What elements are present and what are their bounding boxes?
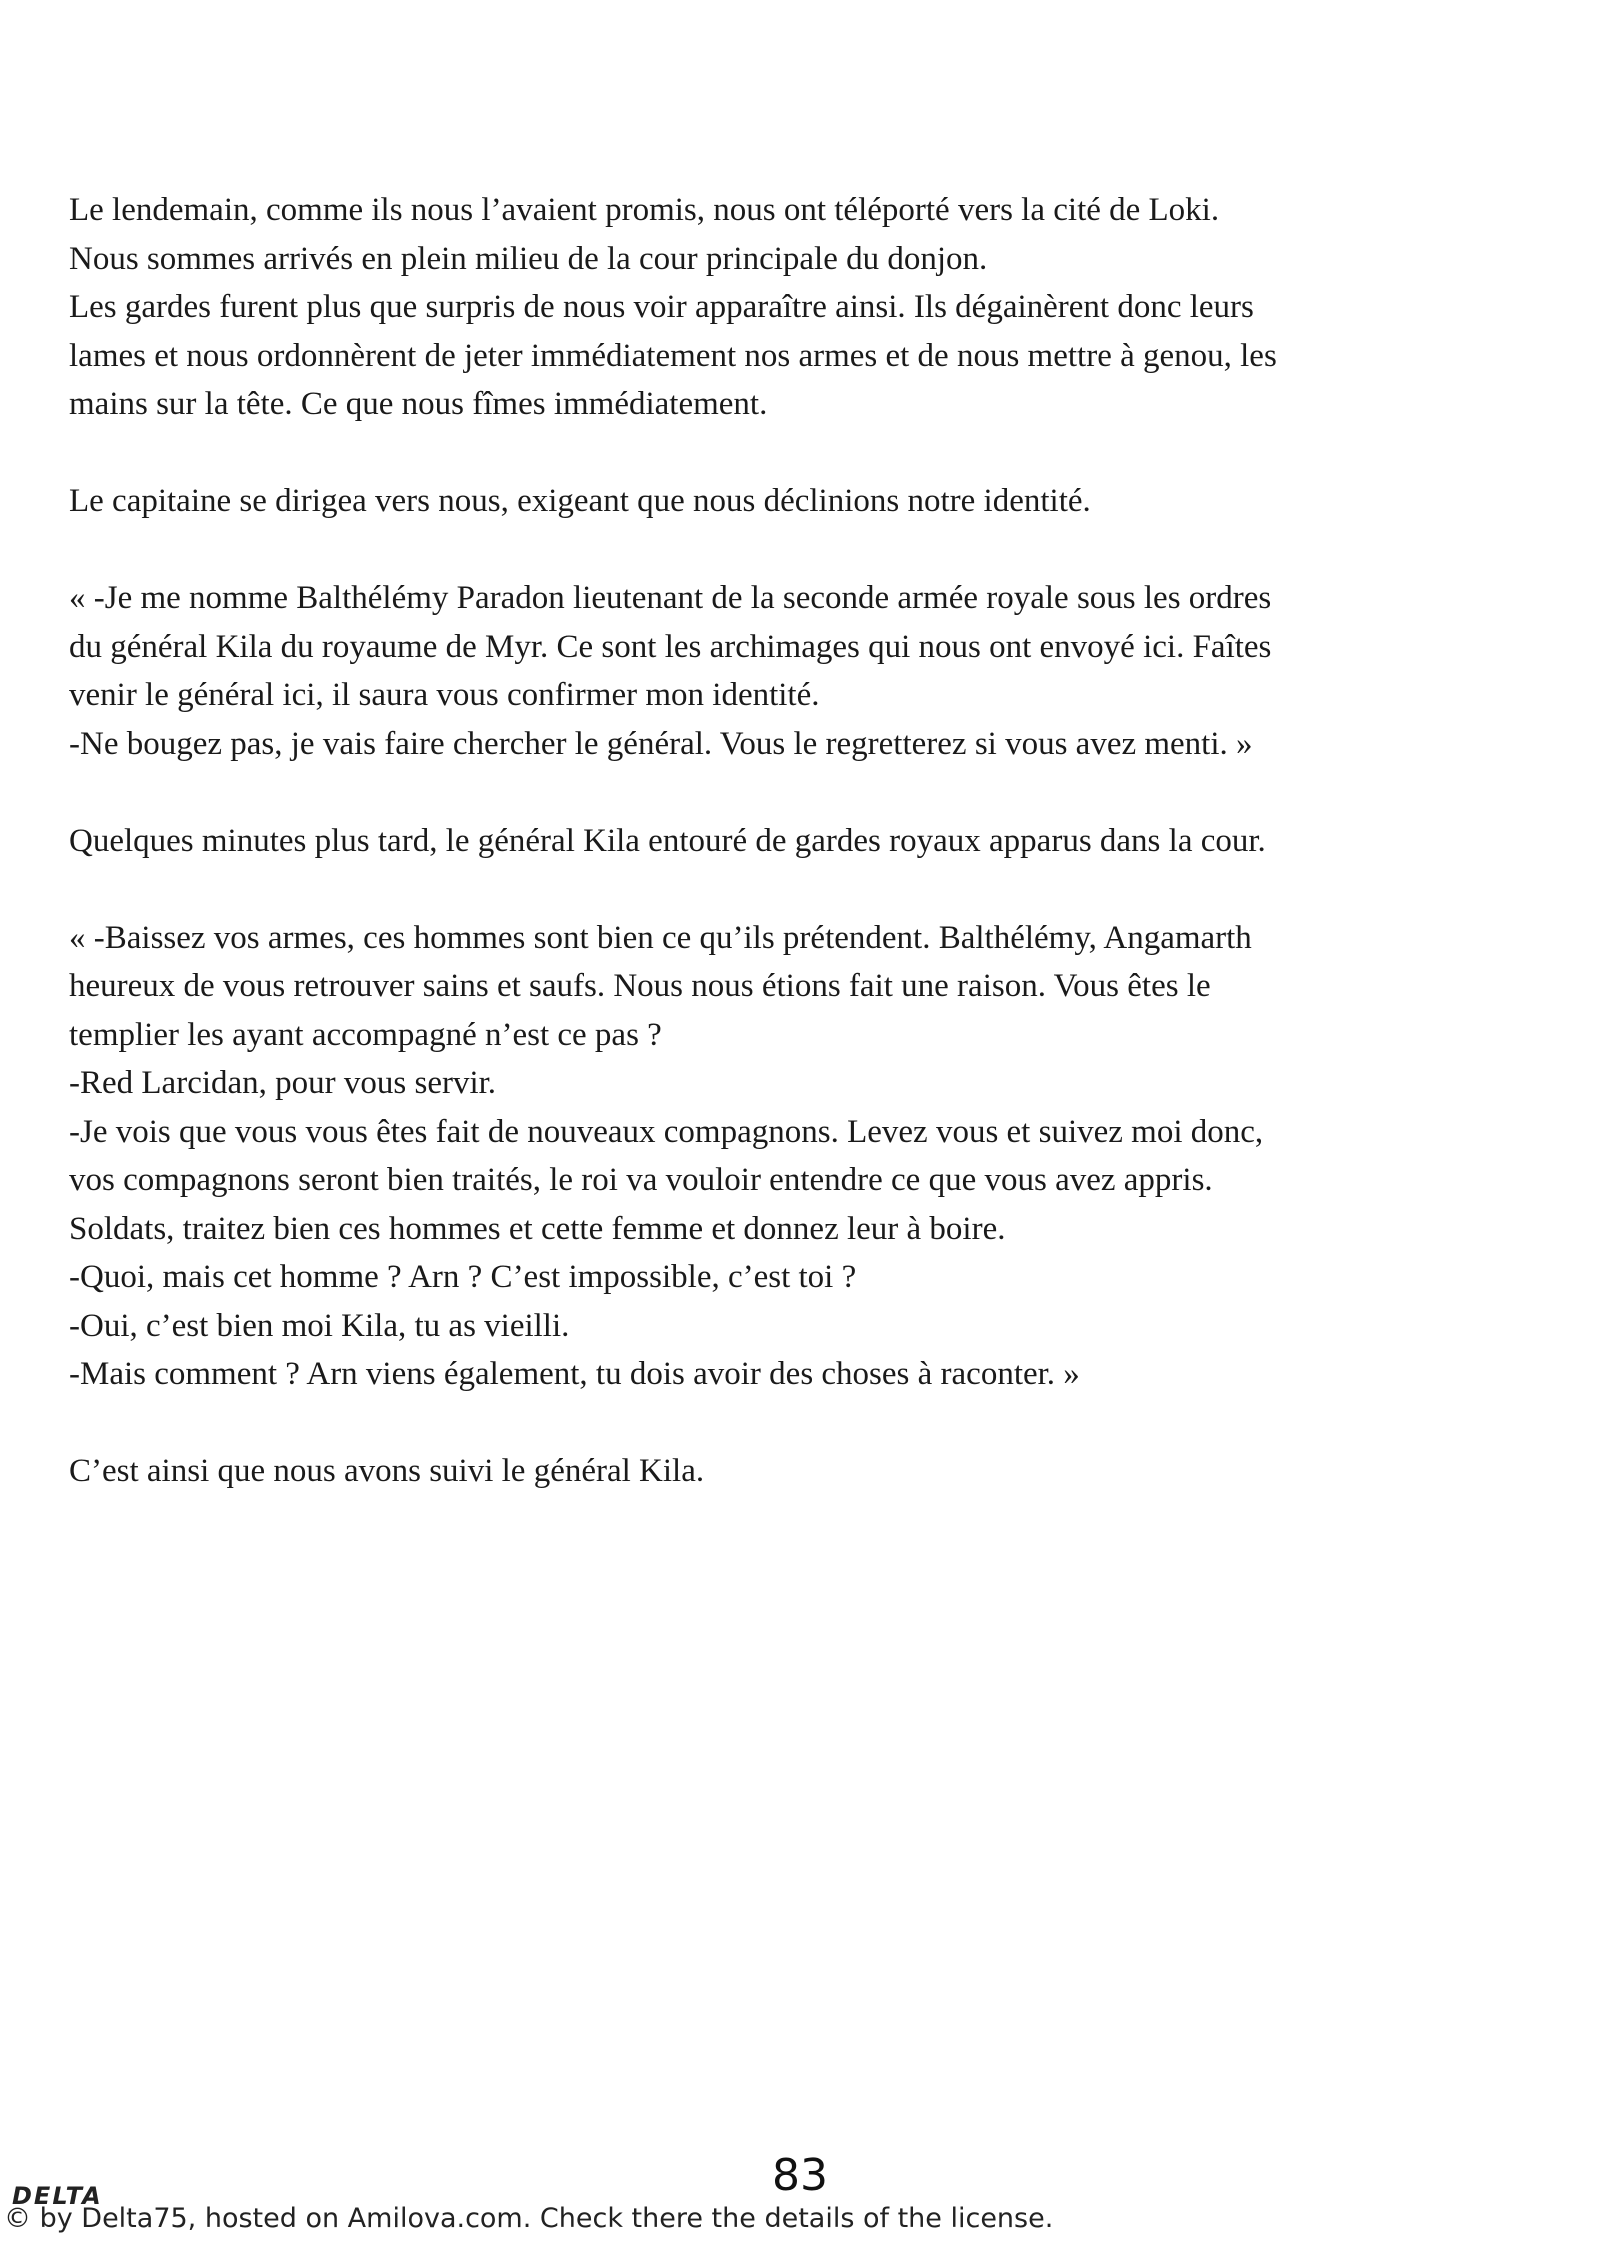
text-line: -Red Larcidan, pour vous servir. [69, 1065, 497, 1101]
text-line: mains sur la tête. Ce que nous fîmes immédiatement. [69, 386, 768, 422]
text-line: lames et nous ordonnèrent de jeter immédiatement nos armes et de nous mettre à genou, les [69, 337, 1277, 374]
text-line: du général Kila du royaume de Myr. Ce sont les archimages qui nous ont envoyé ici. Faîtes [69, 628, 1272, 665]
text-line: -Mais comment ? Arn viens également, tu dois avoir des choses à raconter. » [69, 1356, 1080, 1392]
text-line: -Quoi, mais cet homme ? Arn ? C’est impossible, c’est toi ? [69, 1259, 857, 1295]
text-line: Quelques minutes plus tard, le général Kila entouré de gardes royaux apparus dans la cour. [69, 822, 1266, 859]
text-line: Le lendemain, comme ils nous l’avaient promis, nous ont téléporté vers la cité de Loki. [69, 192, 1220, 228]
paragraph [69, 1447, 1569, 1496]
text-line: « -Je me nomme Balthélémy Paradon lieutenant de la seconde armée royale sous les ordres [69, 580, 1272, 616]
text-line: heureux de vous retrouver sains et saufs. Nous nous étions fait une raison. Vous êtes le [69, 968, 1211, 1004]
paragraph [69, 914, 1569, 1399]
license-footer: © by Delta75, hosted on Amilova.com. Check there the details of the license. [4, 2203, 1054, 2234]
text-line: Soldats, traitez bien ces hommes et cette femme et donnez leur à boire. [69, 1210, 1006, 1247]
paragraph [69, 477, 1569, 526]
text-line: C’est ainsi que nous avons suivi le général Kila. [69, 1453, 705, 1489]
text-line: Nous sommes arrivés en plein milieu de la cour principale du donjon. [69, 240, 988, 277]
paragraph [69, 817, 1569, 866]
text-line: templier les ayant accompagné n’est ce pas ? [69, 1016, 662, 1053]
page-number: 83 [772, 2150, 828, 2201]
text-line: Les gardes furent plus que surpris de nous voir apparaître ainsi. Ils dégainèrent donc leurs [69, 289, 1254, 325]
text-line: -Ne bougez pas, je vais faire chercher le général. Vous le regretterez si vous avez menti. » [69, 725, 1253, 762]
text-line: vos compagnons seront bien traités, le roi va vouloir entendre ce que vous avez appris. [69, 1162, 1213, 1198]
text-body [69, 186, 1569, 1544]
text-line: Le capitaine se dirigea vers nous, exigeant que nous déclinions notre identité. [69, 483, 1091, 519]
text-line: -Oui, c’est bien moi Kila, tu as vieilli. [69, 1307, 570, 1344]
text-line: -Je vois que vous vous êtes fait de nouveaux compagnons. Levez vous et suivez moi donc, [69, 1113, 1264, 1150]
delta-logo: DELTA [12, 2182, 103, 2210]
paragraph [69, 574, 1569, 768]
text-line: venir le général ici, il saura vous confirmer mon identité. [69, 677, 820, 713]
text-line: « -Baissez vos armes, ces hommes sont bien ce qu’ils prétendent. Balthélémy, Angamarth [69, 919, 1252, 956]
paragraph [69, 186, 1569, 429]
